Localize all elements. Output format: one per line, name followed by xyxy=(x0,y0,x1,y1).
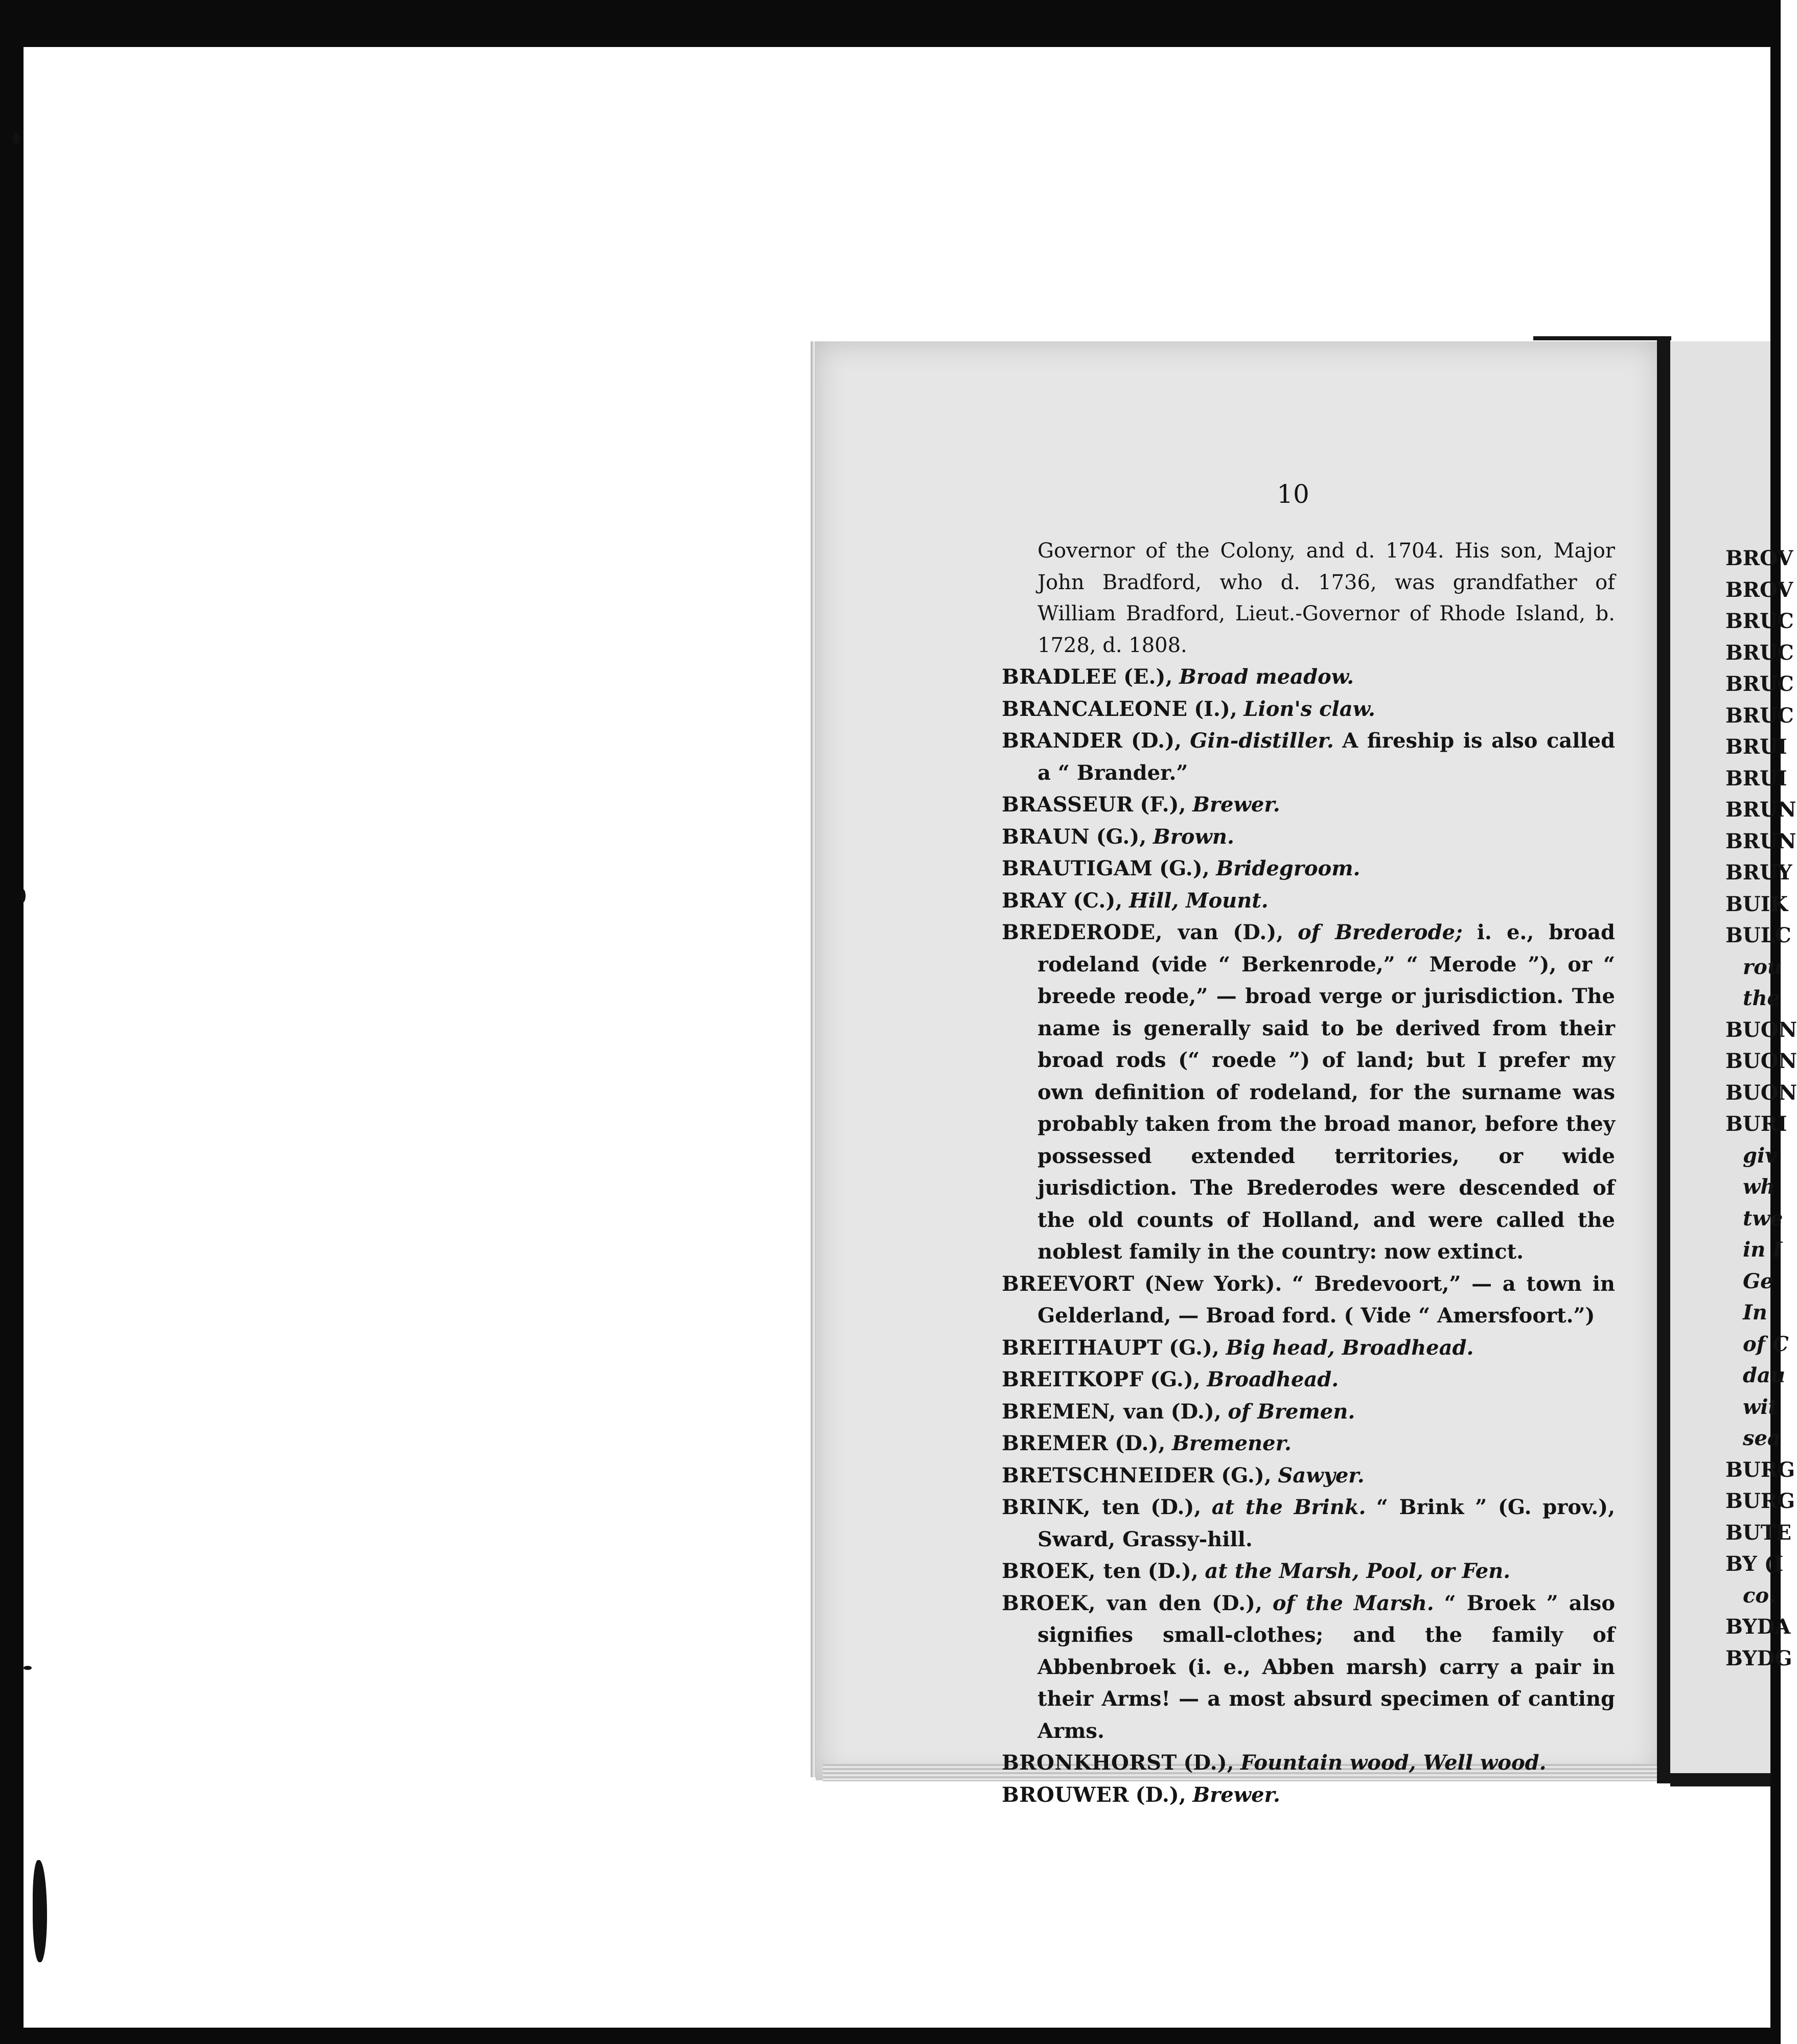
entry-brouwer: BROUWER (D.), Brewer. xyxy=(1002,1782,1280,1807)
facing-entry: rou xyxy=(1743,955,1782,979)
facing-entry: BUON xyxy=(1725,1080,1797,1105)
book-spine xyxy=(1657,337,1670,1783)
facing-entry: giv xyxy=(1743,1143,1777,1168)
scan-speck xyxy=(24,1666,32,1670)
spine-top-edge xyxy=(1533,336,1671,340)
entry-bradlee: BRADLEE (E.), Broad meadow. xyxy=(1002,665,1354,689)
scan-smudge xyxy=(33,1860,47,1962)
page-text xyxy=(1002,536,1615,1811)
entry-bray: BRAY (C.), Hill, Mount. xyxy=(1002,888,1269,913)
entry-braun: BRAUN (G.), Brown. xyxy=(1002,824,1234,849)
facing-entry: BRUC xyxy=(1725,672,1794,696)
entry-brink: BRINK, ten (D.), at the Brink. “ Brink ” (G. prov.), Sward, Grassy-hill. xyxy=(1002,1495,1616,1551)
facing-entry: BURI xyxy=(1725,1112,1787,1136)
entry-brederode: BREDERODE, van (D.), of Brederode; i. e., broad rodeland (vide “ Berkenrode,” “ Merode ”), or “ breede reode,” — broad verge or jurisdiction. The name is generally said to be derived from their broad rods (“ roede ”) of land; but I prefer my own definition of rodeland, for the surname was probably taken from the broad manor, before they possessed extended territories, or wide jurisdiction. The Brederodes were descended of the old counts of Holland, and were called the noblest family in the country: now extinct. xyxy=(1002,920,1616,1264)
facing-entry: BUTE xyxy=(1725,1520,1791,1545)
entry-breitkopf: BREITKOPF (G.), Broadhead. xyxy=(1002,1367,1339,1391)
facing-entry: dau xyxy=(1743,1363,1785,1387)
facing-entry: BURG xyxy=(1725,1457,1795,1482)
scan-border-top xyxy=(0,0,1781,47)
facing-entry: BRUC xyxy=(1725,609,1794,633)
facing-entry: sea xyxy=(1743,1426,1781,1450)
facing-entry: BROV xyxy=(1725,546,1793,570)
facing-entry: twe xyxy=(1743,1206,1783,1230)
entry-broek-ten: BROEK, ten (D.), at the Marsh, Pool, or Fen. xyxy=(1002,1559,1511,1583)
facing-entry: BYDA xyxy=(1725,1615,1791,1639)
entry-bremen: BREMEN, van (D.), of Bremen. xyxy=(1002,1399,1355,1424)
scan-border-bottom xyxy=(0,2028,1781,2044)
entry-bronkhorst: BRONKHORST (D.), Fountain wood, Well wood. xyxy=(1002,1751,1547,1775)
entry-broek-van-den: BROEK, van den (D.), of the Marsh. “ Broek ” also signifies small-clothes; and the family of Abbenbroek (i. e., Abben marsh) carry a pair in their Arms! — a most absurd specimen of canting Arms. xyxy=(1002,1591,1616,1743)
entry-breithaupt: BREITHAUPT (G.), Big head, Broadhead. xyxy=(1002,1335,1474,1360)
entry-brander: BRANDER (D.), Gin-distiller. A fireship is also called a “ Brander.” xyxy=(1002,729,1616,785)
facing-entry: BRUI xyxy=(1725,735,1787,759)
facing-entry: BROV xyxy=(1725,577,1793,602)
facing-entry: BYDG xyxy=(1725,1646,1792,1670)
facing-page-bottom-edge xyxy=(1670,1773,1770,1786)
facing-entry: BRUN xyxy=(1725,829,1796,853)
facing-entry: Ge xyxy=(1743,1269,1773,1293)
facing-entry: BUON xyxy=(1725,1049,1797,1073)
entry-brasseur: BRASSEUR (F.), Brewer. xyxy=(1002,793,1280,817)
entry-brautigam: BRAUTIGAM (G.), Bridegroom. xyxy=(1002,856,1361,880)
entry-brancaleone: BRANCALEONE (I.), Lion's claw. xyxy=(1002,696,1375,721)
entry-bradford-continued: Governor of the Colony, and d. 1704. His son, Major John Bradford, who d. 1736, was grandfather of William Bradford, Lieut.-Governor of Rhode Island, b. 1728, d. 1808. xyxy=(1038,539,1615,657)
entry-bretschneider: BRETSCHNEIDER (G.), Sawyer. xyxy=(1002,1463,1365,1488)
facing-entry: BRUI xyxy=(1725,766,1787,791)
scan-speck xyxy=(20,889,26,902)
facing-entry: BRUN xyxy=(1725,798,1796,822)
facing-entry: BULC xyxy=(1725,923,1791,947)
facing-entry: co. xyxy=(1743,1583,1776,1608)
facing-entry: BRUC xyxy=(1725,703,1794,728)
entry-bremer: BREMER (D.), Bremener. xyxy=(1002,1431,1292,1455)
facing-entry: BURG xyxy=(1725,1489,1795,1513)
facing-entry: wit xyxy=(1743,1395,1778,1419)
facing-entry: In xyxy=(1743,1300,1767,1325)
facing-entry: BRUC xyxy=(1725,640,1794,665)
scan-speck xyxy=(12,133,19,144)
entry-breevort: BREEVORT (New York). “ Bredevoort,” — a town in Gelderland, — Broad ford. ( Vide “ Amersfoort.”) xyxy=(1002,1271,1615,1328)
facing-entry: in I xyxy=(1743,1238,1782,1262)
scan-border-left xyxy=(0,0,24,2044)
facing-page-entries xyxy=(1725,543,1797,1674)
facing-entry: BUON xyxy=(1725,1017,1797,1042)
facing-entry: of C xyxy=(1743,1332,1789,1356)
facing-entry: wh xyxy=(1743,1175,1776,1199)
facing-entry: the xyxy=(1743,986,1781,1010)
facing-entry: BRUY xyxy=(1725,861,1792,885)
facing-entry: BY (I xyxy=(1725,1552,1784,1576)
page-number: 10 xyxy=(1277,479,1309,509)
facing-entry: BUIK xyxy=(1725,892,1788,916)
